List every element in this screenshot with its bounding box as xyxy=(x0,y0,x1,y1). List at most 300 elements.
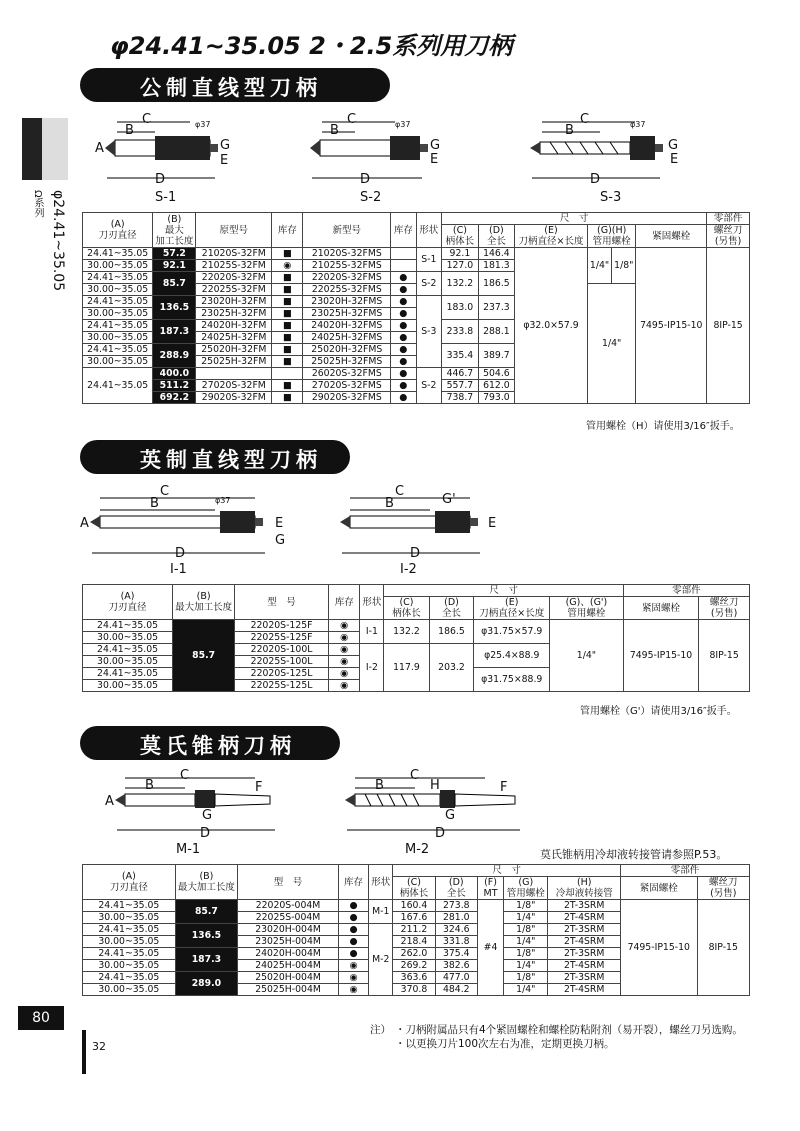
cell: 7495-IP15-10 xyxy=(620,900,697,996)
cell: 187.3 xyxy=(153,320,196,344)
cell: ■ xyxy=(272,392,303,404)
label-phi: φ37 xyxy=(215,496,231,505)
cell: 26020S-32FMS xyxy=(303,368,391,380)
cell: 237.3 xyxy=(478,296,514,320)
cell: M-1 xyxy=(369,900,393,924)
cell: ◉ xyxy=(329,632,360,644)
cell: 92.1 xyxy=(153,260,196,272)
type-s1: S-1 xyxy=(155,190,177,205)
label-gp: G' xyxy=(442,492,456,507)
footer-line-2: ・以更换刀片100次左右为准，定期更换刀柄。 xyxy=(395,1038,615,1050)
table-morse xyxy=(82,864,750,996)
cell: φ31.75×88.9 xyxy=(474,668,550,692)
cell: 29020S-32FM xyxy=(196,392,272,404)
cell: 2T-4SRM xyxy=(548,912,621,924)
cell: 30.00~35.05 xyxy=(83,680,173,692)
label-g: G xyxy=(220,138,231,153)
label-h: H xyxy=(430,778,440,793)
label-phi: φ37 xyxy=(395,120,411,129)
page-title: φ24.41~35.05 2・2.5系列用刀柄 xyxy=(110,32,513,60)
cell: ◉ xyxy=(329,644,360,656)
th-blade: 螺丝刀 xyxy=(709,877,738,888)
th-d2: 全长 xyxy=(486,236,506,247)
cell: 22025S-125L xyxy=(235,680,329,692)
th-a2: 刀刃直径 xyxy=(109,882,148,893)
th-stock: 库存 xyxy=(329,585,360,620)
th-screw: 紧固螺栓 xyxy=(623,597,698,620)
cell: ● xyxy=(391,368,416,380)
th-c: (C) xyxy=(406,877,421,888)
th-blade2: (另售) xyxy=(710,888,737,899)
th-a2: 刀刃直径 xyxy=(108,602,147,613)
cell: 24.41~35.05 xyxy=(83,296,153,308)
th-e: (E) xyxy=(544,225,558,236)
cell: 136.5 xyxy=(175,924,237,948)
th-shape: 形状 xyxy=(416,213,441,248)
cell: 22025S-32FM xyxy=(196,284,272,296)
label-g: G xyxy=(275,533,286,548)
cell: 22025S-32FMS xyxy=(303,284,391,296)
cell: 24.41~35.05 xyxy=(83,668,173,680)
cell: ● xyxy=(391,296,416,308)
cell: 24.41~35.05 xyxy=(83,248,153,260)
cell: 25025H-32FM xyxy=(196,356,272,368)
diagram-i2 xyxy=(330,478,530,568)
cell: ◉ xyxy=(329,656,360,668)
cell: 288.1 xyxy=(478,320,514,344)
cell: M-2 xyxy=(369,924,393,996)
label-c: C xyxy=(347,112,357,127)
cell: 21025S-32FM xyxy=(196,260,272,272)
label-c: C xyxy=(160,484,170,499)
cell: 262.0 xyxy=(393,948,435,960)
cell: 186.5 xyxy=(478,272,514,296)
label-b: B xyxy=(330,123,339,138)
cell: 1/8" xyxy=(504,924,548,936)
cell: 85.7 xyxy=(153,272,196,296)
label-g: G xyxy=(202,808,213,823)
th-c: (C) xyxy=(399,597,414,608)
label-a: A xyxy=(80,516,89,531)
cell: ■ xyxy=(272,356,303,368)
type-m1: M-1 xyxy=(176,842,201,857)
cell: ■ xyxy=(272,296,303,308)
cell: 167.6 xyxy=(393,912,435,924)
cell: 24.41~35.05 xyxy=(83,320,153,332)
cell: ■ xyxy=(272,248,303,260)
cell: 21025S-32FMS xyxy=(303,260,391,272)
cell: 22020S-125F xyxy=(235,620,329,632)
cell: ◉ xyxy=(329,620,360,632)
cell: 288.9 xyxy=(153,344,196,368)
cell: 25020H-32FM xyxy=(196,344,272,356)
cell: 24.41~35.05 xyxy=(83,272,153,284)
cell: 136.5 xyxy=(153,296,196,320)
cell: S-2 xyxy=(416,272,441,296)
cell: 30.00~35.05 xyxy=(83,984,176,996)
cell: 8IP-15 xyxy=(707,248,750,404)
cell: ◉ xyxy=(338,972,368,984)
side-series: Ω系列 xyxy=(32,190,43,218)
cell: 24.41~35.05 xyxy=(83,644,173,656)
type-s2: S-2 xyxy=(360,190,382,205)
cell: ● xyxy=(391,392,416,404)
th-b2: 最大 xyxy=(164,224,184,236)
th-d2: 全长 xyxy=(441,608,461,619)
cell: 187.3 xyxy=(175,948,237,972)
cell: 24.41~35.05 xyxy=(83,948,176,960)
cell: 23020H-32FMS xyxy=(303,296,391,308)
cell: 22025S-125F xyxy=(235,632,329,644)
type-m2: M-2 xyxy=(405,842,430,857)
cell: 24020H-32FMS xyxy=(303,320,391,332)
label-f: F xyxy=(255,780,263,795)
th-e: (E) xyxy=(505,597,519,608)
th-g2: 管用螺栓 xyxy=(567,608,606,619)
cell: 24025H-004M xyxy=(238,960,339,972)
diagram-m2 xyxy=(335,768,535,848)
cell: 22020S-004M xyxy=(238,900,339,912)
th-stock: 库存 xyxy=(272,213,303,248)
cell: 160.4 xyxy=(393,900,435,912)
th-model: 型 号 xyxy=(235,585,329,620)
type-i2: I-2 xyxy=(400,562,417,577)
footer-line-1: ・刀柄附属品只有4个紧固螺栓和螺栓防粘附剂（易开裂），螺丝刀另选购。 xyxy=(395,1024,743,1036)
cell: 22020S-100L xyxy=(235,644,329,656)
th-gh: 管用螺栓 xyxy=(592,236,631,247)
th-b: (B) xyxy=(199,871,214,882)
cell: 146.4 xyxy=(478,248,514,260)
cell: 612.0 xyxy=(478,380,514,392)
cell: 8IP-15 xyxy=(697,900,749,996)
cell: ● xyxy=(338,924,368,936)
table-row xyxy=(83,248,750,260)
th-blade: 螺丝刀 xyxy=(709,597,739,608)
th-h: (H) xyxy=(611,225,627,236)
cell: 30.00~35.05 xyxy=(83,356,153,368)
th-parts: 零部件 xyxy=(707,213,750,225)
cell: ■ xyxy=(272,332,303,344)
footer-bar xyxy=(82,1030,86,1074)
label-f: F xyxy=(500,780,508,795)
label-e: E xyxy=(488,516,497,531)
label-b: B xyxy=(150,496,159,511)
th-blade: 螺丝刀 xyxy=(713,225,743,236)
cell: 30.00~35.05 xyxy=(83,308,153,320)
page-number: 32 xyxy=(92,1040,106,1053)
note-metric: 管用螺栓（H）请使用3/16″扳手。 xyxy=(586,421,740,432)
cell: 1/4" xyxy=(587,248,611,284)
cell: 27020S-32FM xyxy=(196,380,272,392)
label-d: D xyxy=(590,172,601,187)
section-metric-straight: 公制直线型刀柄 xyxy=(80,68,390,102)
cell: 22025S-004M xyxy=(238,912,339,924)
cell: 382.6 xyxy=(435,960,477,972)
th-g: (G) xyxy=(597,225,612,236)
cell: 1/8" xyxy=(504,900,548,912)
cell: 484.2 xyxy=(435,984,477,996)
th-c2: 柄体长 xyxy=(399,888,429,899)
note-morse: 莫氏锥柄用冷却液转接管请参照P.53。 xyxy=(540,848,728,861)
cell: 23025H-32FM xyxy=(196,308,272,320)
cell: 1/4" xyxy=(504,936,548,948)
th-d2: 全长 xyxy=(446,888,466,899)
cell: S-2 xyxy=(416,368,441,404)
cell: 30.00~35.05 xyxy=(83,936,176,948)
cell: 7495-IP15-10 xyxy=(623,620,698,692)
th-c2: 柄体长 xyxy=(445,236,475,247)
cell: ● xyxy=(338,948,368,960)
label-g: G xyxy=(668,138,679,153)
label-e: E xyxy=(275,516,284,531)
cell: ● xyxy=(391,272,416,284)
th-d: (D) xyxy=(444,597,459,608)
cell: 218.4 xyxy=(393,936,435,948)
cell: ● xyxy=(391,380,416,392)
cell: 30.00~35.05 xyxy=(83,960,176,972)
cell: I-1 xyxy=(360,620,384,644)
label-b: B xyxy=(145,778,154,793)
cell: 692.2 xyxy=(153,392,196,404)
type-i1: I-1 xyxy=(170,562,187,577)
cell: 2T-4SRM xyxy=(548,984,621,996)
cell: ◉ xyxy=(272,260,303,272)
side-range: φ24.41~35.05 xyxy=(50,190,66,292)
label-d: D xyxy=(410,546,421,561)
cell: 511.2 xyxy=(153,380,196,392)
side-range-text xyxy=(50,190,66,291)
cell: 211.2 xyxy=(393,924,435,936)
cell: ■ xyxy=(272,320,303,332)
cell: 23025H-004M xyxy=(238,936,339,948)
cell: 183.0 xyxy=(442,296,479,320)
cell: ● xyxy=(391,356,416,368)
cell: ■ xyxy=(272,308,303,320)
cell: 2T-3SRM xyxy=(548,948,621,960)
th-b3: 加工长度 xyxy=(155,235,194,247)
label-c: C xyxy=(410,768,420,783)
cell: 127.0 xyxy=(442,260,479,272)
cell: ● xyxy=(338,912,368,924)
table-metric xyxy=(82,212,750,404)
cell: 30.00~35.05 xyxy=(83,260,153,272)
cell: ■ xyxy=(272,284,303,296)
side-tab xyxy=(22,118,68,180)
th-h: (H) xyxy=(576,877,592,888)
cell: 25020H-32FMS xyxy=(303,344,391,356)
label-b: B xyxy=(375,778,384,793)
cell: 25025H-004M xyxy=(238,984,339,996)
cell: 375.4 xyxy=(435,948,477,960)
cell: 7495-IP15-10 xyxy=(636,248,707,404)
cell: 1/4" xyxy=(504,960,548,972)
label-b: B xyxy=(385,496,394,511)
label-e: E xyxy=(430,152,439,167)
cell: ◉ xyxy=(329,680,360,692)
th-h2: 冷却液转接管 xyxy=(555,888,613,899)
cell: ■ xyxy=(272,344,303,356)
cell: 793.0 xyxy=(478,392,514,404)
cell: 1/8" xyxy=(504,948,548,960)
cell: 24.41~35.05 xyxy=(83,924,176,936)
cell: 446.7 xyxy=(442,368,479,380)
label-b: B xyxy=(565,123,574,138)
cell: 738.7 xyxy=(442,392,479,404)
cell: 389.7 xyxy=(478,344,514,368)
cell: 22020S-32FMS xyxy=(303,272,391,284)
type-s3: S-3 xyxy=(600,190,622,205)
cell: 2T-3SRM xyxy=(548,972,621,984)
cell: S-3 xyxy=(416,296,441,368)
cell: 30.00~35.05 xyxy=(83,284,153,296)
cell: 2T-3SRM xyxy=(548,924,621,936)
th-stock2: 库存 xyxy=(391,213,416,248)
label-a: A xyxy=(95,141,104,156)
cell: 23025H-32FMS xyxy=(303,308,391,320)
label-phi: φ37 xyxy=(195,120,211,129)
th-c2: 柄体长 xyxy=(392,608,421,619)
cell: 24020H-32FM xyxy=(196,320,272,332)
cell: 27020S-32FMS xyxy=(303,380,391,392)
cell: 2T-3SRM xyxy=(548,900,621,912)
diagram-s1 xyxy=(95,108,245,188)
th-new: 新型号 xyxy=(303,213,391,248)
th-a2: 刀刃直径 xyxy=(98,230,137,241)
label-d: D xyxy=(155,172,166,187)
cell: ● xyxy=(338,900,368,912)
th-b: (B) xyxy=(167,213,182,225)
cell: 233.8 xyxy=(442,320,479,344)
cell: 400.0 xyxy=(153,368,196,380)
th-shape: 形状 xyxy=(369,865,393,900)
cell: ● xyxy=(391,308,416,320)
th-g2: 管用螺栓 xyxy=(506,888,545,899)
cell: 22020S-32FM xyxy=(196,272,272,284)
cell: 24.41~35.05 xyxy=(83,620,173,632)
cell: 85.7 xyxy=(173,620,235,692)
th-blade2: (另售) xyxy=(714,236,742,247)
cell: 57.2 xyxy=(153,248,196,260)
cell: 1/4" xyxy=(550,620,624,692)
label-d: D xyxy=(175,546,186,561)
note-inch: 管用螺栓（G'）请使用3/16″扳手。 xyxy=(580,706,737,717)
th-g: (G) xyxy=(518,877,534,888)
label-e: E xyxy=(670,152,679,167)
cell: 117.9 xyxy=(384,644,429,692)
th-e2: 刀柄直径×长度 xyxy=(518,236,584,247)
cell: 30.00~35.05 xyxy=(83,912,176,924)
cell: #4 xyxy=(477,900,503,996)
th-model: 型 号 xyxy=(238,865,339,900)
cell: 21020S-32FM xyxy=(196,248,272,260)
cell: 281.0 xyxy=(435,912,477,924)
cell: 132.2 xyxy=(384,620,429,644)
cell: 29020S-32FMS xyxy=(303,392,391,404)
cell: 1/4" xyxy=(504,912,548,924)
th-f: (F) xyxy=(484,877,497,888)
cell: 25025H-32FMS xyxy=(303,356,391,368)
cell: 477.0 xyxy=(435,972,477,984)
th-dims: 尺 寸 xyxy=(442,213,707,225)
cell: φ25.4×88.9 xyxy=(474,644,550,668)
th-a: (A) xyxy=(121,871,136,882)
cell: 24025H-32FM xyxy=(196,332,272,344)
cell: 24.41~35.05 xyxy=(83,972,176,984)
diagram-s2 xyxy=(300,108,450,188)
cell: 24025H-32FMS xyxy=(303,332,391,344)
cell: 1/8" xyxy=(504,972,548,984)
label-d: D xyxy=(200,826,211,841)
cell: I-2 xyxy=(360,644,384,692)
cell: 24020H-004M xyxy=(238,948,339,960)
th-b2: 最大加工长度 xyxy=(175,602,233,613)
cell: ■ xyxy=(272,380,303,392)
th-b2: 最大加工长度 xyxy=(177,882,235,893)
label-phi: φ37 xyxy=(630,120,646,129)
diagram-i1 xyxy=(80,478,300,568)
cell: 370.8 xyxy=(393,984,435,996)
th-stock: 库存 xyxy=(338,865,368,900)
cell: 557.7 xyxy=(442,380,479,392)
th-dims: 尺 寸 xyxy=(393,865,621,877)
footer-label: 注） xyxy=(370,1024,391,1036)
cell: 363.6 xyxy=(393,972,435,984)
label-c: C xyxy=(180,768,190,783)
cell: 269.2 xyxy=(393,960,435,972)
diagram-m1 xyxy=(105,768,295,848)
label-d: D xyxy=(360,172,371,187)
label-c: C xyxy=(580,112,590,127)
th-g: (G)、(G') xyxy=(565,597,608,608)
cell: ● xyxy=(391,332,416,344)
cell: 181.3 xyxy=(478,260,514,272)
cell: 24.41~35.05 xyxy=(83,344,153,356)
cell: 335.4 xyxy=(442,344,479,368)
cell: ● xyxy=(338,936,368,948)
cell: 23020H-004M xyxy=(238,924,339,936)
cell: 2T-4SRM xyxy=(548,960,621,972)
cell: 30.00~35.05 xyxy=(83,632,173,644)
cell: 21020S-32FMS xyxy=(303,248,391,260)
table-row xyxy=(83,900,750,912)
cell: 30.00~35.05 xyxy=(83,332,153,344)
th-b: (B) xyxy=(196,591,211,602)
section-morse-taper: 莫氏锥柄刀柄 xyxy=(80,726,340,760)
label-b: B xyxy=(125,123,134,138)
th-a: (A) xyxy=(110,219,125,230)
table-row xyxy=(83,620,750,632)
cell: 273.8 xyxy=(435,900,477,912)
section-inch-straight: 英制直线型刀柄 xyxy=(80,440,350,474)
th-screw: 紧固螺栓 xyxy=(636,225,707,248)
cell: 203.2 xyxy=(429,644,474,692)
cell: 85.7 xyxy=(175,900,237,924)
th-a: (A) xyxy=(120,591,135,602)
cell: 132.2 xyxy=(442,272,479,296)
cell: 289.0 xyxy=(175,972,237,996)
cell: 1/4" xyxy=(504,984,548,996)
cell: 1/8" xyxy=(612,248,636,284)
label-d: D xyxy=(435,826,446,841)
cell: 92.1 xyxy=(442,248,479,260)
cell: φ31.75×57.9 xyxy=(474,620,550,644)
cell: 186.5 xyxy=(429,620,474,644)
label-c: C xyxy=(395,484,405,499)
cell: ● xyxy=(391,284,416,296)
cell: 8IP-15 xyxy=(699,620,750,692)
th-screw: 紧固螺栓 xyxy=(620,877,697,900)
cell: ● xyxy=(391,344,416,356)
